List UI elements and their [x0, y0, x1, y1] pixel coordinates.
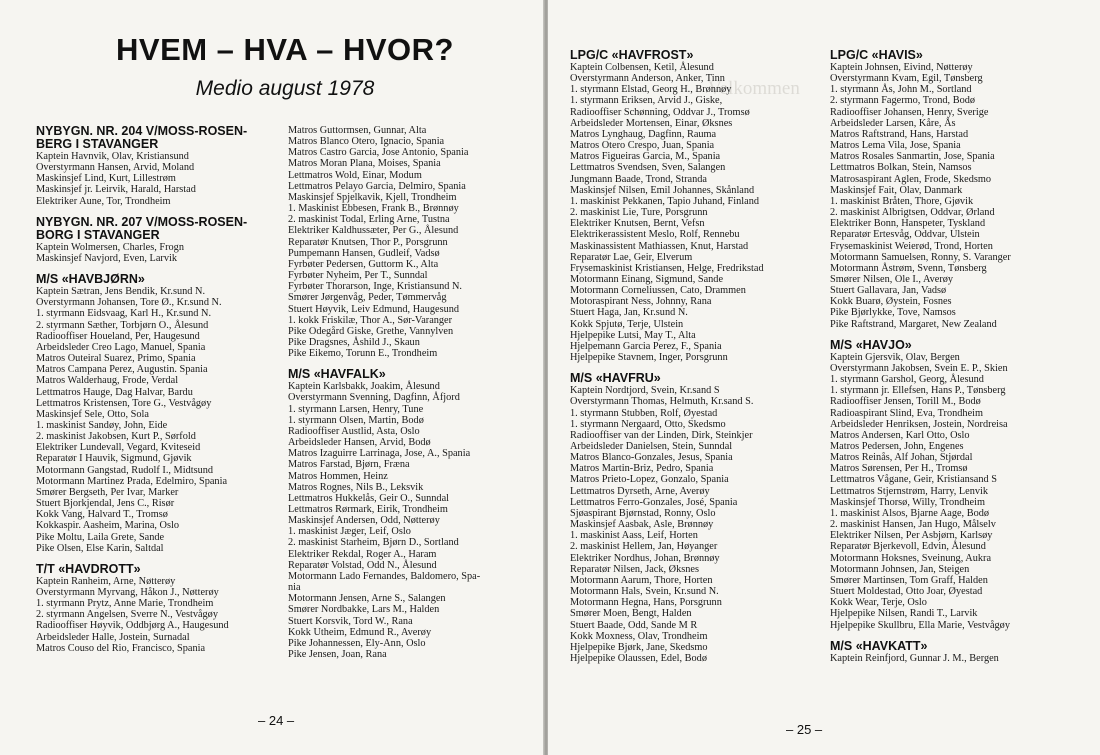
crew-entry: Kaptein Gjersvik, Olav, Bergen	[830, 351, 960, 363]
crew-entry: 2. maskinist Lie, Ture, Porsgrunn	[570, 207, 708, 219]
crew-entry: Motormann Corneliussen, Cato, Drammen	[570, 285, 746, 297]
crew-entry: Lettmatros Wold, Einar, Modum	[288, 169, 422, 181]
crew-entry: Hjelpepike Lutsi, May T., Alta	[570, 329, 696, 341]
crew-entry: Pike Jensen, Joan, Rana	[288, 649, 387, 661]
crew-entry: Reparatør Bjerkevoll, Edvin, Ålesund	[830, 541, 986, 553]
crew-entry: Overstyrmann Svenning, Dagfinn, Åfjord	[288, 392, 460, 404]
crew-entry: Arbeidsleder Larsen, Kåre, Ås	[830, 117, 956, 129]
crew-entry: Motormann Johnsen, Jan, Steigen	[830, 563, 970, 575]
crew-section	[570, 49, 818, 363]
crew-entry: Maskinsjef Sele, Otto, Sola	[36, 408, 149, 420]
crew-entry: Smører Jørgenvåg, Peder, Tømmervåg	[288, 292, 447, 304]
ship-heading: BERG I STAVANGER	[36, 137, 159, 151]
crew-entry: Motormann Aarum, Thore, Horten	[570, 574, 713, 586]
crew-entry: Smører Bergseth, Per Ivar, Marker	[36, 486, 179, 498]
crew-entry: Kaptein Sætran, Jens Bendik, Kr.sund N.	[36, 286, 206, 298]
crew-entry: Lettmatros Pelayo Garcia, Delmiro, Spania	[288, 180, 466, 192]
crew-entry: Pike Eikemo, Torunn E., Trondheim	[288, 348, 438, 360]
crew-entry: Overstyrmann Hansen, Arvid, Moland	[36, 162, 195, 174]
crew-entry: Motormann Martinez Prada, Edelmiro, Spania	[36, 475, 228, 487]
crew-entry: 1. maskinist Pekkanen, Tapio Juhand, Finland	[570, 195, 759, 207]
crew-entry: nia	[288, 582, 301, 594]
page-25	[548, 0, 1100, 755]
crew-entry: Matros Walderhaug, Frode, Verdal	[36, 375, 179, 387]
crew-entry: Smører Nilsen, Ole I., Averøy	[830, 273, 954, 285]
crew-entry: Matros Rognes, Nils B., Leksvik	[288, 481, 424, 493]
crew-entry: Pike Dragsnes, Åshild J., Skaun	[288, 336, 420, 348]
crew-entry: 1. styrmann Ås, John M., Sortland	[830, 84, 972, 96]
crew-section	[288, 125, 538, 359]
crew-entry: Kokk Vang, Halvard T., Tromsø	[36, 509, 168, 521]
crew-entry: Radiooffiser Schønning, Oddvar J., Tromsø	[570, 106, 750, 118]
crew-entry: Lettmatros Rørmark, Eirik, Trondheim	[288, 504, 448, 515]
crew-entry: Motormann Hoksnes, Sveinung, Aukra	[830, 552, 992, 564]
crew-entry: Kokkaspir. Aasheim, Marina, Oslo	[36, 520, 179, 532]
crew-entry: Kokk Moxness, Olav, Trondheim	[570, 630, 708, 642]
crew-entry: Maskinsjef Thorsø, Willy, Trondheim	[830, 496, 986, 508]
crew-entry: Stuert Gallavara, Jan, Vadsø	[830, 285, 947, 297]
crew-entry: Elektriker Kaldhussæter, Per G., Ålesund	[288, 225, 459, 237]
crew-entry: 1. styrmann Stubben, Rolf, Øyestad	[570, 407, 718, 419]
ship-heading: NYBYGN. NR. 204 V/MOSS-ROSEN-	[36, 124, 248, 138]
crew-entry: Pike Raftstrand, Margaret, New Zealand	[830, 318, 997, 330]
ship-heading: M/S «HAVFALK»	[288, 367, 386, 382]
crew-entry: Pike Olsen, Else Karin, Saltdal	[36, 542, 164, 554]
crew-entry: Matros Raftstrand, Hans, Harstad	[830, 128, 969, 140]
crew-entry: 1. styrmann Nergaard, Otto, Skedsmo	[570, 418, 726, 430]
crew-entry: Kaptein Nordtjord, Svein, Kr.sand S	[570, 385, 720, 397]
crew-section	[288, 368, 538, 660]
page-subtitle: Medio august 1978	[195, 77, 375, 100]
column-p24-right	[288, 125, 538, 669]
crew-entry: Arbeidsleder Danielsen, Stein, Sunndal	[570, 441, 733, 452]
ship-heading: NYBYGN. NR. 207 V/MOSS-ROSEN-	[36, 214, 248, 229]
ship-heading: LPG/C «HAVIS»	[830, 48, 923, 62]
crew-entry: Matros Castro Garcia, Jose Antonio, Spania	[288, 147, 469, 159]
crew-entry: Motormann Einang, Sigmund, Sande	[570, 273, 724, 285]
crew-entry: Sjøaspirant Bjørnstad, Ronny, Oslo	[570, 507, 716, 519]
crew-entry: 2. styrmann Angelsen, Sverre N., Vestvågøy	[36, 609, 218, 621]
ship-heading: M/S «HAVKATT»	[830, 638, 928, 653]
crew-entry: Motormann Jensen, Arne S., Salangen	[288, 593, 446, 605]
crew-entry: Radiooffiser van der Linden, Dirk, Steinkjer	[570, 429, 753, 441]
crew-entry: Stuert Haga, Jan, Kr.sund N.	[570, 307, 688, 319]
crew-section	[36, 216, 276, 264]
ship-heading: M/S «HAVJO»	[830, 337, 912, 352]
crew-entry: 1. maskinist Bråten, Thore, Gjøvik	[830, 195, 974, 207]
crew-entry: Matros Hommen, Heinz	[288, 470, 388, 482]
page-title: HVEM – HVA – HVOR?	[116, 32, 454, 67]
crew-entry: Hjelpepike Nilsen, Randi T., Larvik	[830, 608, 978, 620]
crew-entry: 1. maskinist Aass, Leif, Horten	[570, 530, 698, 542]
crew-entry: Kaptein Colbensen, Ketil, Ålesund	[570, 62, 714, 73]
crew-entry: Motormann Gangstad, Rudolf I., Midtsund	[36, 464, 214, 476]
crew-entry: Lettmatros Dyrseth, Arne, Averøy	[570, 485, 710, 497]
crew-entry: Kaptein Ranheim, Arne, Nøtterøy	[36, 575, 176, 587]
crew-entry: Reparatør Volstad, Odd N., Ålesund	[288, 559, 437, 571]
crew-entry: Lettmatros Ferro-Gonzales, José, Spania	[570, 496, 738, 508]
crew-entry: Hjelpepike Skullbru, Ella Marie, Vestvågøy	[830, 619, 1010, 631]
crew-entry: 1. styrmann jr. Ellefsen, Hans P., Tønsberg	[830, 385, 1006, 397]
crew-entry: Fyrbøter Pedersen, Guttorm K., Alta	[288, 258, 439, 270]
crew-entry: Reparatør Lae, Geir, Elverum	[570, 251, 693, 263]
crew-entry: Kokk Spjutø, Terje, Ulstein	[570, 318, 684, 330]
crew-entry: Matros Lema Vila, Jose, Spania	[830, 140, 961, 152]
crew-entry: Lettmatros Vågane, Geir, Kristiansand S	[830, 474, 997, 486]
crew-entry: Kaptein Reinfjord, Gunnar J. M., Bergen	[830, 652, 999, 664]
crew-entry: Elektriker Rekdal, Roger A., Haram	[288, 548, 437, 560]
crew-entry: Overstyrmann Kvam, Egil, Tønsberg	[830, 73, 983, 85]
crew-entry: Matros Lynghaug, Dagfinn, Rauma	[570, 128, 717, 140]
crew-entry: Matros Izaguirre Larrinaga, Jose, A., Spania	[288, 448, 471, 460]
crew-entry: Jungmann Baade, Trond, Stranda	[570, 173, 707, 185]
crew-entry: Radiooffiser Austlid, Asta, Oslo	[288, 425, 420, 437]
crew-entry: 2. styrmann Sæther, Torbjørn O., Ålesund	[36, 319, 209, 331]
crew-entry: Maskinassistent Mathiassen, Knut, Harstad	[570, 240, 749, 252]
crew-entry: Kaptein Wolmersen, Charles, Frogn	[36, 241, 184, 253]
crew-entry: Kaptein Havnvik, Olav, Kristiansund	[36, 151, 189, 162]
crew-entry: Stuert Moldestad, Otto Joar, Øyestad	[830, 586, 983, 598]
crew-entry: 1. styrmann Olsen, Martin, Bodø	[288, 414, 424, 426]
crew-entry: Matros Sørensen, Per H., Tromsø	[830, 463, 968, 475]
crew-entry: Elektriker Nordhus, Johan, Brønnøy	[570, 552, 720, 564]
crew-entry: 1. styrmann Prytz, Anne Marie, Trondheim	[36, 598, 214, 610]
crew-entry: Arbeidsleder Henriksen, Jostein, Nordreisa	[830, 418, 1008, 430]
crew-entry: 1. maskinist Jæger, Leif, Oslo	[288, 526, 411, 538]
crew-entry: Pike Bjørlykke, Tove, Namsos	[830, 307, 956, 319]
crew-entry: Maskinsjef Navjord, Even, Larvik	[36, 252, 177, 264]
crew-entry: Arbeidsleder Hansen, Arvid, Bodø	[288, 437, 431, 449]
crew-entry: Matrosaspirant Aglen, Frode, Skedsmo	[830, 173, 992, 185]
crew-entry: Elektriker Lundevall, Vegard, Kviteseid	[36, 442, 201, 454]
ship-heading: BORG I STAVANGER	[36, 227, 160, 242]
crew-entry: Arbeidsleder Halle, Jostein, Surnadal	[36, 631, 190, 643]
crew-entry: Pike Moltu, Laila Grete, Sande	[36, 531, 165, 543]
crew-entry: Reparatør Knutsen, Thor P., Porsgrunn	[288, 236, 448, 248]
crew-entry: 2. maskinist Starheim, Bjørn D., Sortland	[288, 537, 459, 549]
crew-entry: Kokk Wear, Terje, Oslo	[830, 597, 927, 609]
crew-entry: Frysemaskinist Kristiansen, Helge, Fredrikstad	[570, 262, 764, 274]
crew-entry: Matros Couso del Rio, Francisco, Spania	[36, 642, 206, 654]
crew-entry: 1. styrmann Eriksen, Arvid J., Giske,	[570, 95, 723, 107]
crew-entry: Radiooffiser Houeland, Per, Haugesund	[36, 330, 200, 342]
crew-entry: Maskinsjef Andersen, Odd, Nøtterøy	[288, 515, 440, 527]
crew-section	[36, 563, 276, 654]
crew-entry: Kaptein Johnsen, Eivind, Nøtterøy	[830, 62, 973, 73]
crew-entry: Matros Blanco-Gonzales, Jesus, Spania	[570, 452, 733, 464]
crew-entry: Overstyrmann Jakobsen, Svein E. P., Skien	[830, 362, 1008, 374]
crew-entry: Arbeidsleder Mortensen, Einar, Øksnes	[570, 117, 733, 129]
crew-entry: Lettmatros Stjernstrøm, Harry, Lenvik	[830, 485, 989, 497]
crew-entry: Reparatør Nilsen, Jack, Øksnes	[570, 563, 699, 575]
ship-heading: M/S «HAVBJØRN»	[36, 272, 145, 287]
crew-entry: 1. maskinist Sandøy, John, Eide	[36, 419, 168, 431]
crew-entry: Maskinsjef Fait, Olav, Danmark	[830, 184, 963, 196]
crew-entry: Hjelpemann Garcia Perez, F., Spania	[570, 340, 722, 352]
crew-entry: Lettmatros Hauge, Dag Halvar, Bardu	[36, 386, 193, 398]
crew-entry: Maskinsjef Aasbak, Asle, Brønnøy	[570, 519, 714, 531]
crew-entry: Pike Odegård Giske, Grethe, Vannylven	[288, 325, 454, 337]
crew-entry: 2. maskinist Hellem, Jan, Høyanger	[570, 541, 718, 553]
crew-entry: Smører Nordbakke, Lars M., Halden	[288, 604, 440, 616]
crew-entry: Matros Reinås, Alf Johan, Stjørdal	[830, 452, 973, 464]
crew-entry: Elektriker Knutsen, Bernt, Vefsn	[570, 218, 705, 230]
crew-entry: Radiooffiser Jensen, Torill M., Bodø	[830, 396, 981, 408]
crew-entry: 1. maskinist Alsos, Bjarne Aage, Bodø	[830, 507, 990, 519]
crew-entry: Lettmatros Hukkelås, Geir O., Sunndal	[288, 492, 449, 504]
crew-entry: Elektrikerassistent Meslo, Rolf, Rennebu	[570, 229, 740, 241]
crew-entry: Frysemaskinist Weierød, Trond, Horten	[830, 240, 993, 252]
crew-entry: Overstyrmann Thomas, Helmuth, Kr.sand S.	[570, 396, 754, 408]
crew-entry: Fyrbøter Thorarson, Inge, Kristiansund N.	[288, 281, 462, 293]
crew-entry: Elektriker Nilsen, Per Asbjørn, Karlsøy	[830, 530, 993, 542]
crew-entry: 2. maskinist Hansen, Jan Hugo, Målselv	[830, 519, 996, 531]
crew-entry: 1. styrmann Elstad, Georg H., Brønnøy	[570, 84, 732, 96]
crew-entry: Matros Outeiral Suarez, Primo, Spania	[36, 353, 196, 365]
crew-entry: Matros Otero Crespo, Juan, Spania	[570, 140, 715, 152]
crew-entry: 2. maskinist Jakobsen, Kurt P., Sørfold	[36, 431, 196, 443]
crew-entry: Radiooffiser Johansen, Henry, Sverige	[830, 106, 989, 118]
crew-entry: Motormann Hals, Svein, Kr.sund N.	[570, 586, 719, 598]
crew-entry: 1. styrmann Larsen, Henry, Tune	[288, 403, 424, 415]
crew-entry: Elektriker Bonn, Hanspeter, Tyskland	[830, 218, 986, 230]
crew-entry: Reparatør I Hauvik, Sigmund, Gjøvik	[36, 453, 192, 465]
show-through-text: Velkommen	[708, 78, 800, 99]
crew-entry: Matros Campana Perez, Augustin. Spania	[36, 364, 208, 376]
crew-entry: Matros Martin-Briz, Pedro, Spania	[570, 463, 714, 475]
crew-entry: 1. styrmann Garshol, Georg, Ålesund	[830, 374, 984, 386]
page-number: – 25 –	[786, 722, 823, 737]
crew-entry: Matros Prieto-Lopez, Gonzalo, Spania	[570, 474, 729, 486]
crew-section	[36, 125, 276, 207]
crew-entry: Hjelpepike Olaussen, Edel, Bodø	[570, 652, 707, 664]
crew-entry: Maskinsjef Lind, Kurt, Lillestrøm	[36, 173, 176, 185]
crew-entry: Maskinsjef Nilsen, Emil Johannes, Skånland	[570, 184, 755, 196]
crew-entry: Lettmatros Svendsen, Sven, Salangen	[570, 162, 726, 174]
crew-entry: Overstyrmann Myrvang, Håkon J., Nøtterøy	[36, 587, 219, 598]
crew-entry: Fyrbøter Nyheim, Per T., Sunndal	[288, 270, 428, 282]
crew-section	[830, 49, 1092, 330]
page-24	[0, 0, 544, 755]
crew-entry: Matros Rosales Sanmartin, Jose, Spania	[830, 151, 995, 163]
crew-entry: Lettmatros Bolkan, Stein, Namsos	[830, 162, 972, 174]
crew-entry: Matros Pedersen, John, Engenes	[830, 441, 964, 452]
crew-entry: Pike Johannessen, Ely-Ann, Oslo	[288, 637, 426, 649]
crew-entry: Motormann Åstrøm, Svenn, Tønsberg	[830, 262, 987, 274]
ship-heading: LPG/C «HAVFROST»	[570, 48, 694, 62]
crew-entry: Matros Figueiras Garcia, M., Spania	[570, 151, 721, 163]
crew-entry: Stuert Bjorkjendal, Jens C., Risør	[36, 498, 175, 510]
crew-entry: Overstyrmann Johansen, Tore Ø., Kr.sund N.	[36, 297, 222, 309]
crew-entry: Pumpemann Hansen, Gudleif, Vadsø	[288, 247, 440, 259]
crew-entry: Maskinsjef Spjelkavik, Kjell, Trondheim	[288, 191, 457, 203]
crew-entry: Hjelpepike Stavnem, Inger, Porsgrunn	[570, 352, 728, 364]
crew-entry: Overstyrmann Anderson, Anker, Tinn	[570, 73, 725, 85]
crew-entry: Motormann Lado Fernandes, Baldomero, Spa-	[288, 570, 481, 582]
crew-entry: Kokk Buarø, Øystein, Fosnes	[830, 296, 952, 308]
crew-entry: Matros Farstad, Bjørn, Fræna	[288, 459, 410, 471]
crew-section	[36, 273, 276, 554]
crew-entry: Stuert Korsvik, Tord W., Rana	[288, 615, 413, 627]
crew-entry: Stuert Baade, Odd, Sande M R	[570, 619, 698, 631]
ship-heading: T/T «HAVDROTT»	[36, 561, 141, 576]
crew-entry: 2. maskinist Albrigtsen, Oddvar, Ørland	[830, 207, 995, 219]
crew-entry: 2. styrmann Fagermo, Trond, Bodø	[830, 95, 976, 107]
crew-section	[830, 339, 1092, 631]
crew-entry: Arbeidsleder Creo Lago, Manuel, Spania	[36, 341, 206, 353]
crew-entry: Motormann Hegna, Hans, Porsgrunn	[570, 597, 722, 609]
crew-entry: Hjelpepike Bjørk, Jane, Skedsmo	[570, 641, 708, 653]
page-number: – 24 –	[258, 713, 295, 728]
crew-entry: Lettmatros Kristensen, Tore G., Vestvågøy	[36, 397, 212, 409]
column-p24-left	[36, 125, 276, 663]
crew-entry: Radiooffiser Høyvik, Oddbjørg A., Haugesund	[36, 620, 229, 632]
crew-entry: Kokk Utheim, Edmund R., Averøy	[288, 626, 432, 638]
crew-entry: 1. styrmann Eidsvaag, Karl H., Kr.sund N.	[36, 308, 212, 320]
crew-entry: Matros Andersen, Karl Otto, Oslo	[830, 429, 970, 441]
crew-entry: Radioaspirant Slind, Eva, Trondheim	[830, 407, 984, 419]
crew-entry: Kaptein Karlsbakk, Joakim, Ålesund	[288, 381, 440, 393]
crew-entry: 1. Maskinist Ebbesen, Frank B., Brønnøy	[288, 203, 459, 215]
crew-entry: 2. maskinist Todal, Erling Arne, Tustna	[288, 214, 450, 226]
crew-entry: Maskinsjef jr. Leirvik, Harald, Harstad	[36, 184, 196, 196]
crew-entry: 1. kokk Friskilæ, Thor A., Sør-Varanger	[288, 314, 453, 326]
crew-entry: Motoraspirant Ness, Johnny, Rana	[570, 296, 712, 308]
crew-entry: Smører Moen, Bengt, Halden	[570, 608, 692, 620]
crew-section	[570, 372, 818, 664]
column-p25-right	[830, 49, 1092, 673]
crew-section	[830, 640, 1092, 664]
crew-entry: Matros Guttormsen, Gunnar, Alta	[288, 125, 427, 136]
crew-entry: Reparatør Ertesvåg, Oddvar, Ulstein	[830, 229, 980, 241]
crew-entry: Smører Martinsen, Tom Graff, Halden	[830, 574, 988, 586]
crew-entry: Matros Moran Plana, Moises, Spania	[288, 158, 441, 170]
crew-entry: Motormann Samuelsen, Ronny, S. Varanger	[830, 251, 1011, 263]
crew-entry: Stuert Høyvik, Leiv Edmund, Haugesund	[288, 303, 460, 315]
crew-entry: Matros Blanco Otero, Ignacio, Spania	[288, 136, 445, 148]
column-p25-left	[570, 49, 818, 673]
crew-entry: Elektriker Aune, Tor, Trondheim	[36, 195, 171, 207]
ship-heading: M/S «HAVFRU»	[570, 371, 661, 386]
